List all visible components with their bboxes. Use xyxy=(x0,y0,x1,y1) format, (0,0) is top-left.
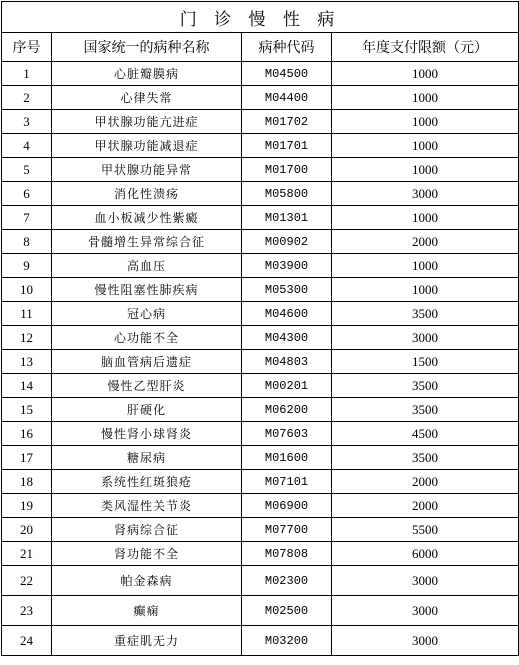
cell-index: 13 xyxy=(2,350,52,374)
cell-index: 10 xyxy=(2,278,52,302)
table-row xyxy=(2,374,519,398)
table-row xyxy=(2,398,519,422)
table-row xyxy=(2,494,519,518)
cell-disease-name: 重症肌无力 xyxy=(52,626,242,656)
cell-index: 20 xyxy=(2,518,52,542)
cell-annual-limit: 4500 xyxy=(332,422,519,446)
cell-disease-name: 消化性溃疡 xyxy=(52,182,242,206)
cell-disease-code: M01700 xyxy=(242,158,332,182)
document-sheet xyxy=(0,1,519,665)
cell-index: 21 xyxy=(2,542,52,566)
table-title-row xyxy=(2,2,519,33)
cell-disease-name: 甲状腺功能异常 xyxy=(52,158,242,182)
header-disease-code: 病种代码 xyxy=(242,33,332,62)
cell-index: 6 xyxy=(2,182,52,206)
table-row xyxy=(2,86,519,110)
table-row xyxy=(2,518,519,542)
cell-index: 18 xyxy=(2,470,52,494)
cell-disease-code: M00902 xyxy=(242,230,332,254)
cell-disease-code: M00201 xyxy=(242,374,332,398)
cell-disease-name: 系统性红斑狼疮 xyxy=(52,470,242,494)
table-row xyxy=(2,254,519,278)
table-title: 门 诊 慢 性 病 xyxy=(2,2,519,33)
cell-disease-name: 糖尿病 xyxy=(52,446,242,470)
table-row xyxy=(2,302,519,326)
cell-disease-code: M01600 xyxy=(242,446,332,470)
cell-index: 12 xyxy=(2,326,52,350)
table-row xyxy=(2,206,519,230)
cell-disease-code: M07101 xyxy=(242,470,332,494)
cell-disease-code: M04600 xyxy=(242,302,332,326)
cell-index: 24 xyxy=(2,626,52,656)
table-row xyxy=(2,566,519,596)
cell-annual-limit: 2000 xyxy=(332,230,519,254)
cell-disease-name: 心律失常 xyxy=(52,86,242,110)
cell-disease-code: M01702 xyxy=(242,110,332,134)
cell-index: 7 xyxy=(2,206,52,230)
chronic-disease-table xyxy=(1,1,519,656)
cell-disease-code: M03900 xyxy=(242,254,332,278)
cell-annual-limit: 3500 xyxy=(332,446,519,470)
cell-disease-code: M07603 xyxy=(242,422,332,446)
cell-disease-name: 甲状腺功能亢进症 xyxy=(52,110,242,134)
cell-annual-limit: 3000 xyxy=(332,626,519,656)
cell-disease-code: M01301 xyxy=(242,206,332,230)
cell-disease-name: 肾病综合征 xyxy=(52,518,242,542)
cell-annual-limit: 1000 xyxy=(332,86,519,110)
cell-annual-limit: 1000 xyxy=(332,254,519,278)
cell-disease-code: M02300 xyxy=(242,566,332,596)
cell-disease-name: 脑血管病后遗症 xyxy=(52,350,242,374)
table-row xyxy=(2,278,519,302)
cell-annual-limit: 3000 xyxy=(332,326,519,350)
cell-disease-code: M07808 xyxy=(242,542,332,566)
cell-annual-limit: 1000 xyxy=(332,278,519,302)
table-row xyxy=(2,350,519,374)
cell-annual-limit: 1000 xyxy=(332,158,519,182)
cell-disease-code: M06900 xyxy=(242,494,332,518)
cell-disease-name: 血小板减少性紫癜 xyxy=(52,206,242,230)
table-row xyxy=(2,542,519,566)
cell-disease-name: 冠心病 xyxy=(52,302,242,326)
cell-annual-limit: 3500 xyxy=(332,374,519,398)
table-row xyxy=(2,326,519,350)
cell-disease-name: 甲状腺功能减退症 xyxy=(52,134,242,158)
table-body xyxy=(2,62,519,656)
cell-disease-name: 慢性阻塞性肺疾病 xyxy=(52,278,242,302)
cell-annual-limit: 3500 xyxy=(332,398,519,422)
header-disease-name: 国家统一的病种名称 xyxy=(52,33,242,62)
cell-index: 1 xyxy=(2,62,52,86)
header-index: 序号 xyxy=(2,33,52,62)
cell-disease-name: 高血压 xyxy=(52,254,242,278)
table-row xyxy=(2,110,519,134)
cell-annual-limit: 3000 xyxy=(332,182,519,206)
table-row xyxy=(2,134,519,158)
cell-annual-limit: 1000 xyxy=(332,134,519,158)
cell-annual-limit: 3000 xyxy=(332,596,519,626)
table-row xyxy=(2,470,519,494)
cell-annual-limit: 1000 xyxy=(332,110,519,134)
cell-disease-code: M04500 xyxy=(242,62,332,86)
table-row xyxy=(2,596,519,626)
cell-annual-limit: 1500 xyxy=(332,350,519,374)
cell-disease-name: 帕金森病 xyxy=(52,566,242,596)
cell-disease-code: M04300 xyxy=(242,326,332,350)
cell-disease-name: 肝硬化 xyxy=(52,398,242,422)
cell-index: 19 xyxy=(2,494,52,518)
cell-disease-name: 肾功能不全 xyxy=(52,542,242,566)
cell-index: 22 xyxy=(2,566,52,596)
cell-index: 14 xyxy=(2,374,52,398)
cell-disease-name: 类风湿性关节炎 xyxy=(52,494,242,518)
cell-disease-name: 心功能不全 xyxy=(52,326,242,350)
cell-disease-name: 慢性乙型肝炎 xyxy=(52,374,242,398)
cell-index: 4 xyxy=(2,134,52,158)
table-row xyxy=(2,446,519,470)
cell-annual-limit: 3500 xyxy=(332,302,519,326)
cell-disease-code: M04400 xyxy=(242,86,332,110)
cell-annual-limit: 3000 xyxy=(332,566,519,596)
cell-index: 17 xyxy=(2,446,52,470)
cell-index: 15 xyxy=(2,398,52,422)
table-row xyxy=(2,158,519,182)
cell-annual-limit: 2000 xyxy=(332,494,519,518)
cell-disease-code: M03200 xyxy=(242,626,332,656)
cell-annual-limit: 1000 xyxy=(332,62,519,86)
cell-disease-name: 慢性肾小球肾炎 xyxy=(52,422,242,446)
cell-disease-code: M04803 xyxy=(242,350,332,374)
table-row xyxy=(2,626,519,656)
cell-index: 16 xyxy=(2,422,52,446)
cell-annual-limit: 5500 xyxy=(332,518,519,542)
header-annual-limit: 年度支付限额（元） xyxy=(332,33,519,62)
table-row xyxy=(2,422,519,446)
cell-disease-name: 骨髓增生异常综合征 xyxy=(52,230,242,254)
cell-annual-limit: 2000 xyxy=(332,470,519,494)
cell-index: 5 xyxy=(2,158,52,182)
cell-disease-code: M05800 xyxy=(242,182,332,206)
cell-disease-name: 癫痫 xyxy=(52,596,242,626)
table-row xyxy=(2,230,519,254)
cell-disease-code: M05300 xyxy=(242,278,332,302)
cell-index: 9 xyxy=(2,254,52,278)
cell-index: 11 xyxy=(2,302,52,326)
cell-annual-limit: 1000 xyxy=(332,206,519,230)
cell-disease-name: 心脏瓣膜病 xyxy=(52,62,242,86)
cell-disease-code: M06200 xyxy=(242,398,332,422)
cell-disease-code: M07700 xyxy=(242,518,332,542)
cell-annual-limit: 6000 xyxy=(332,542,519,566)
cell-disease-code: M02500 xyxy=(242,596,332,626)
table-row xyxy=(2,182,519,206)
cell-index: 3 xyxy=(2,110,52,134)
cell-disease-code: M01701 xyxy=(242,134,332,158)
table-header-row xyxy=(2,33,519,62)
table-row xyxy=(2,62,519,86)
cell-index: 2 xyxy=(2,86,52,110)
cell-index: 8 xyxy=(2,230,52,254)
cell-index: 23 xyxy=(2,596,52,626)
